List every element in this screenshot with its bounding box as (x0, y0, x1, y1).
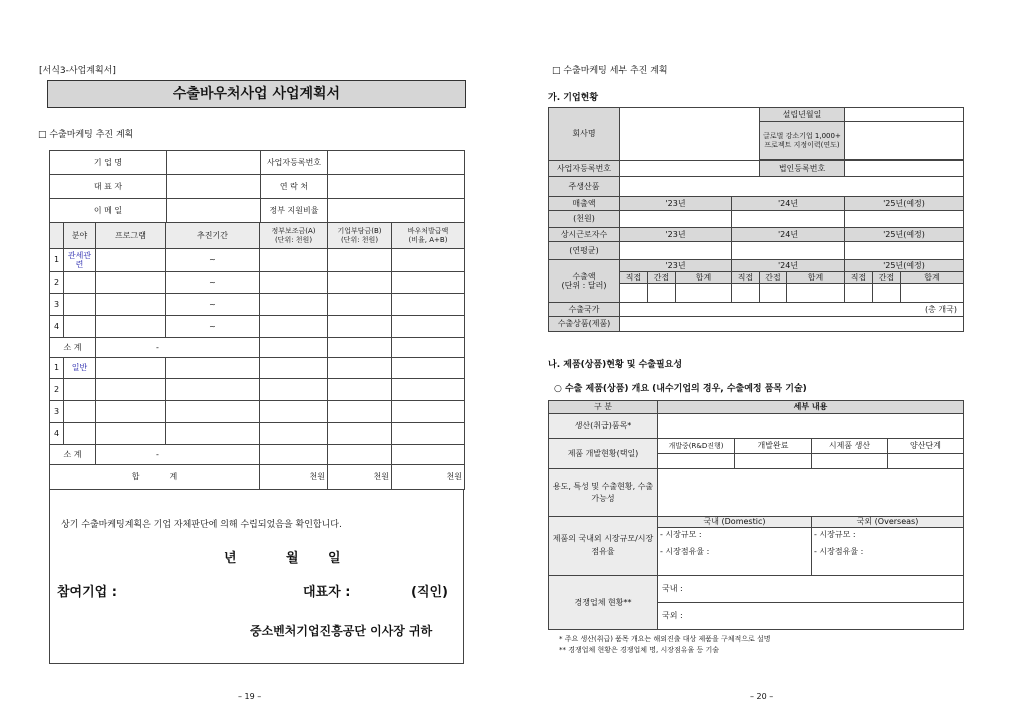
company-name-label: 기 업 명 (50, 151, 167, 175)
field-customs: 관세관련 (64, 249, 96, 272)
table-row: 4 (50, 423, 465, 445)
usage-value[interactable] (658, 469, 964, 517)
domestic-market[interactable]: - 시장규모 : - 시장점유율 : (658, 528, 812, 576)
usage-label: 용도, 특성 및 수출현황, 수출 가능성 (549, 469, 658, 517)
company-name-label: 회사명 (549, 108, 620, 161)
section-heading: □ 수출마케팅 추진 계획 (38, 130, 134, 140)
support-rate-label: 정부 지원비율 (261, 199, 328, 223)
header-voucher: 바우처발급액 (비율, A+B) (392, 223, 465, 249)
footnote-1: * 주요 생산(취급) 품목 개요는 해외진출 대상 제품을 구체적으로 설명 (559, 635, 771, 643)
overseas-market[interactable]: - 시장규모 : - 시장점유율 : (812, 528, 964, 576)
product-header-detail: 세부 내용 (658, 401, 964, 414)
product-table (548, 400, 964, 630)
product-header-category: 구 분 (549, 401, 658, 414)
domestic-header: 국내 (Domestic) (658, 517, 812, 528)
table-row: 2 ~ (50, 272, 465, 294)
email-label: 이 메 일 (50, 199, 167, 223)
corp-no-label: 법인등록번호 (760, 161, 845, 177)
seal-label: (직인) (411, 585, 448, 600)
page-title: 수출바우처사업 사업계획서 (47, 80, 466, 108)
company-status-heading: 가. 기업현황 (548, 93, 599, 103)
header-own-share: 기업부담금(B) (단위: 천원) (328, 223, 392, 249)
export-country-count[interactable]: (총 개국) (620, 303, 964, 317)
email-value[interactable] (167, 199, 261, 223)
table-row: 1 관세관련 ~ (50, 249, 465, 272)
company-name-value[interactable] (620, 108, 760, 161)
table-row: 4 ~ (50, 316, 465, 338)
cert-label: 글로벌 강소기업 1,000+ 프로젝트 지정이력(연도) (760, 122, 845, 160)
participant-label: 참여기업 : (57, 585, 117, 600)
founded-value[interactable] (845, 108, 964, 122)
biz-no-value[interactable] (328, 151, 465, 175)
main-product-label: 주생산품 (549, 177, 620, 197)
company-status-table: 회사명 설립년월일 글로벌 강소기업 1,000+ 프로젝트 지정이력(연도) 사업자등록번호 법인등록번호 주생산품 매출액 '23년 '24년 '25년(예정) (천원) 상시근로자수 '23년 '24년 '25년(예정) (연평균) 수출액 (단위 : 달러) '23년 '24년 '25년(예정) 직접 간접 합계 직접 간접 합계 직접 간접 합계 수출국가 (총 개국) 수출상품(제품) (548, 107, 964, 332)
ceo-value[interactable] (167, 175, 261, 199)
product-item-label: 생산(취급)품목* (549, 414, 658, 439)
product-item-value[interactable] (658, 414, 964, 439)
export-goods-value[interactable] (620, 317, 964, 332)
product-status-heading: 나. 제품(상품)현황 및 수출필요성 (548, 360, 683, 370)
export-country-label: 수출국가 (549, 303, 620, 317)
header-period: 추진기간 (166, 223, 260, 249)
date-year: 년 (224, 551, 237, 566)
footnote-2: ** 경쟁업체 현황은 경쟁업체 명, 시장점유율 등 기술 (559, 646, 720, 654)
biz-no-value-r[interactable] (620, 161, 760, 177)
date-month: 월 (286, 551, 299, 566)
biz-no-label: 사업자등록번호 (261, 151, 328, 175)
competitor-overseas[interactable]: 국외 : (658, 603, 964, 630)
cert-value[interactable] (845, 122, 964, 160)
contact-label: 연 락 처 (261, 175, 328, 199)
main-product-value[interactable] (620, 177, 964, 197)
total-row: 합 계 천원 천원 천원 (50, 465, 465, 490)
support-rate-value[interactable] (328, 199, 465, 223)
confirm-text: 상기 수출마케팅계획은 기업 자체판단에 의해 수립되었음을 확인합니다. (61, 520, 342, 530)
market-label: 제품의 국내외 시장규모/시장점유율 (549, 517, 658, 576)
table-row: 3 (50, 401, 465, 423)
addressee: 중소벤처기업진흥공단 이사장 귀하 (250, 624, 433, 638)
ceo-label: 대 표 자 (50, 175, 167, 199)
stage-prototype[interactable]: 시제품 생산 (812, 439, 888, 454)
founded-label: 설립년월일 (760, 108, 845, 122)
corp-no-value[interactable] (845, 161, 964, 177)
page-number-right: – 20 – (750, 692, 774, 701)
product-overview-bullet: ○ 수출 제품(상품) 개요 (내수기업의 경우, 수출예정 품목 기술) (554, 384, 807, 394)
sales-y23: '23년 (620, 197, 732, 211)
header-field: 분야 (64, 223, 96, 249)
header-gov-subsidy: 정부보조금(A) (단위: 천원) (260, 223, 328, 249)
company-info-table (49, 150, 465, 223)
sales-y25: '25년(예정) (845, 197, 964, 211)
stage-rnd[interactable]: 개발중(R&D진행) (658, 439, 735, 454)
biz-no-label-r: 사업자등록번호 (549, 161, 620, 177)
right-section-heading: □ 수출마케팅 세부 추진 계획 (552, 66, 668, 76)
marketing-plan-table (49, 222, 465, 490)
stage-complete[interactable]: 개발완료 (735, 439, 812, 454)
overseas-header: 국외 (Overseas) (812, 517, 964, 528)
export-goods-label: 수출상품(제품) (549, 317, 620, 332)
workers-unit: (연평균) (549, 242, 620, 260)
dev-stage-label: 제품 개발현황(택일) (549, 439, 658, 469)
exports-label: 수출액 (단위 : 달러) (549, 260, 620, 303)
sales-unit: (천원) (549, 211, 620, 228)
table-row: 3 ~ (50, 294, 465, 316)
contact-value[interactable] (328, 175, 465, 199)
sales-label: 매출액 (549, 197, 620, 211)
form-tag: [서식3-사업계획서] (39, 66, 116, 76)
competitor-label: 경쟁업체 현황** (549, 576, 658, 630)
competitor-domestic[interactable]: 국내 : (658, 576, 964, 603)
stage-mass[interactable]: 양산단계 (888, 439, 964, 454)
table-row: 1 일반 (50, 358, 465, 379)
date-day: 일 (328, 551, 341, 566)
table-row: 2 (50, 379, 465, 401)
sales-y24: '24년 (732, 197, 845, 211)
subtotal-row: 소 계 - (50, 445, 465, 465)
subtotal-row: 소 계 - (50, 338, 465, 358)
company-name-value[interactable] (167, 151, 261, 175)
page-number-left: – 19 – (238, 692, 262, 701)
field-general: 일반 (64, 358, 96, 379)
header-program: 프로그램 (96, 223, 166, 249)
ceo-sign-label: 대표자 : (303, 585, 351, 600)
workers-label: 상시근로자수 (549, 228, 620, 242)
